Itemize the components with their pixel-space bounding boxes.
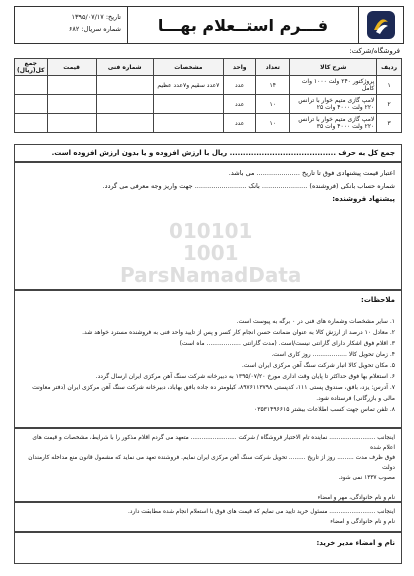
cell-desc: لامپ گازی متیم خوار با ترانس ۲۲۰ ولت ۴۰۰۰ وات ۳۵ <box>290 114 377 133</box>
seller-commitment-section <box>14 428 402 502</box>
form-serial: شماره سریال: ۶۸۲ <box>68 25 121 33</box>
supplier-label: فروشگاه/شرکت: <box>349 47 400 55</box>
form-date: تاریخ: ۱۳۹۵/۰۷/۱۷ <box>71 13 121 21</box>
cell-unit: عدد <box>224 95 256 114</box>
form-header <box>14 6 404 44</box>
cell-total <box>15 114 48 133</box>
note-item: ۴. زمان تحویل کالا .................. روز کاری است. <box>271 351 395 358</box>
cell-unit: عدد <box>224 114 256 133</box>
cell-qty: ۱۰ <box>256 114 290 133</box>
form-title: فـــرم استــعلام بهـــا <box>127 7 358 43</box>
col-price: قیمت <box>47 59 96 76</box>
notes-section <box>14 290 402 428</box>
col-qty: تعداد <box>256 59 290 76</box>
buyer-signature-label: نام و نام خانوادگی و امضاء <box>330 519 395 525</box>
cell-desc: پروژکتور ۲۴۰ ولت ۱۰۰۰ وات کامل <box>290 76 377 95</box>
note-item: ۳. اقلام فوق اشکار دارای گارانتی نیست/است. (مدت گارانتی .................. ماه است) <box>179 340 395 347</box>
form-meta <box>15 7 127 43</box>
col-description: شرح کالا <box>290 59 377 76</box>
table-header-row <box>15 59 402 76</box>
validity-line: اعتبار قیمت پیشنهادی فوق تا تاریخ ..................... می باشد. <box>228 169 395 177</box>
cell-no: ۲ <box>377 95 402 114</box>
col-spec: مشخصات <box>153 59 224 76</box>
commitment-line: مصوب ۱۳۳۷ نمی شود. <box>338 475 395 481</box>
cell-spec <box>153 114 224 133</box>
cell-spec <box>153 95 224 114</box>
col-tech-no: شماره فنی <box>96 59 153 76</box>
col-unit: واحد <box>224 59 256 76</box>
items-table <box>14 58 402 133</box>
total-in-words: جمع کل به حرف ........................................ ریال با ارزش افزوده و یا بدون ارزش افزوده است. <box>14 144 402 162</box>
buyer-approval-section <box>14 502 402 532</box>
bank-account-line: شماره حساب بانکی (فروشنده) ...................... بانک ......................... جهت واریز وجه معرفی می گردد. <box>102 182 395 190</box>
cell-price <box>47 95 96 114</box>
cell-qty: ۱۴ <box>256 76 290 95</box>
cell-tech <box>96 114 153 133</box>
cell-tech <box>96 95 153 114</box>
approval-text: اینجانب ......................... مسئول خرید تایید می نمایم که قیمت های فوق با استعلام انجام شده مطابقت دارد. <box>128 509 395 515</box>
note-item: ۵. مکان تحویل کالا انبار شرکت سنگ آهن مرکزی ایران است. <box>241 362 395 369</box>
offer-section <box>14 162 402 290</box>
note-item: ۱. سایر مشخصات وشماره های فنی در ۰ برگه به پیوست است. <box>236 318 395 325</box>
cell-total <box>15 76 48 95</box>
note-item: ۶. استعلام بها فوق حداکثر تا پایان وقت اداری مورخ ۱۳۹۵/۰۷/۲۰ به دبیرخانه شرکت سنگ آهن مرکزی ایران ارسال گردد. <box>95 373 395 380</box>
note-item: ۷. آدرس: یزد، بافق، صندوق پستی ۱۱۱، کدپستی ۸۹۷۶۱۱۳۷۹۸، کیلومتر ده جاده بافق بهاباد، دبیرخانه شرکت سنگ آهن مرکزی ایران (دفتر معاونت مالی و بازرگانی) فرستاده شود. <box>32 384 395 402</box>
cell-desc: لامپ گازی متیم خوار با ترانس ۲۲۰ ولت ۴۰۰۰ وات ۲۵ <box>290 95 377 114</box>
watermark: 010101 1001 ParsNamadData <box>120 219 302 287</box>
cell-tech <box>96 76 153 95</box>
logo-icon <box>366 10 396 40</box>
cell-spec: ۷عدد سقیم و۷عدد عظیم <box>153 76 224 95</box>
cell-no: ۱ <box>377 76 402 95</box>
cell-price <box>47 76 96 95</box>
table-row <box>15 76 402 95</box>
manager-signature: نام و امضاء مدیر خرید: <box>14 532 402 564</box>
company-logo <box>358 7 403 43</box>
cell-no: ۳ <box>377 114 402 133</box>
cell-qty: ۱۰ <box>256 95 290 114</box>
commitment-line: اینجانب ......................... نماینده تام الاختیار فروشگاه / شرکت ......................... متعهد می گردم اقلام مذکور را با شرایط، مشخصات و قیمت های اعلام شده <box>32 435 395 451</box>
seller-offer-heading: پیشنهاد فروشنده: <box>332 195 395 203</box>
note-item: ۲. معادل ۱۰ درصد از ارزش کالا به عنوان ضمانت حسن انجام کار کسر و پس از تایید واحد فنی به فروشنده مسترد خواهد شد. <box>82 329 395 336</box>
col-total: جمع کل(ریال) <box>15 59 48 76</box>
seller-signature-label: نام و نام خانوادگی، مهر و امضاء <box>317 495 395 501</box>
cell-price <box>47 114 96 133</box>
table-row <box>15 114 402 133</box>
table-row <box>15 95 402 114</box>
note-item: ۸. تلفن تماس جهت کسب اطلاعات بیشتر ۰۳۵۳۱۴۹۶۶۱۵ <box>254 406 395 413</box>
commitment-line: فوق ظرف مدت ......... روز از تاریخ ......... تحویل شرکت سنگ آهن مرکزی ایران نمایم. فروشنده تعهد می نماید که مشمول قانون منع مداخله کارمندان دولت <box>28 455 395 471</box>
notes-heading: ملاحظات: <box>361 296 395 304</box>
cell-total <box>15 95 48 114</box>
cell-unit: عدد <box>224 76 256 95</box>
col-row-no: ردیف <box>377 59 402 76</box>
